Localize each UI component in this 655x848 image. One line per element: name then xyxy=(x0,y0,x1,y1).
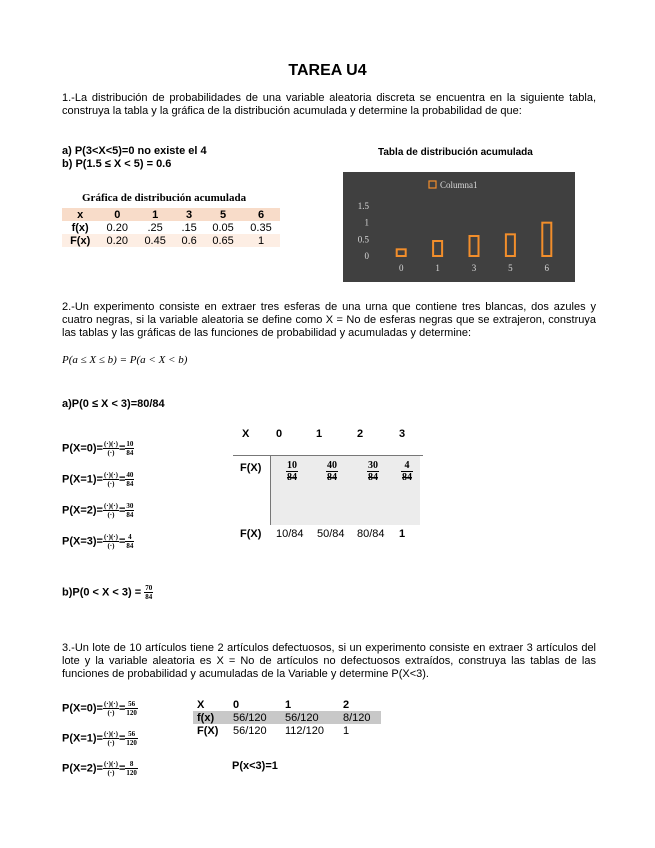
table-2-header-1: 1 xyxy=(316,428,323,440)
table-1-Fx-row xyxy=(62,234,280,247)
table-cell: .15 xyxy=(181,221,197,234)
y-tick-label: 1 xyxy=(364,217,369,228)
combination-fraction: $\frac{(​\cdot)(\cdot)}{(\cdot)}$ xyxy=(103,533,118,550)
probability-formula: P(X=0)= $\frac{(​\cdot)(\cdot)}{(\cdot)}$ = $\frac{10}{84}$ xyxy=(62,440,134,457)
table-cell: 0.20 xyxy=(98,234,136,247)
probability-numerator: 56 xyxy=(125,730,138,739)
probability-numerator: 10 xyxy=(126,440,134,448)
chart-title: Tabla de distribución acumulada xyxy=(378,147,533,158)
table-cell: 3 xyxy=(174,208,204,221)
answer-b-denominator: 84 xyxy=(145,593,153,601)
problem-2-text: 2.-Un experimento consiste en extraer tres esferas de una urna que contiene tres blancas, dos azules y cuatro negras, si la variable aleatoria se define como X = No de esferas negras que se extrajeron, construya las tablas y las gráficas de las funciones de probabilidad y acumuladas y determine: xyxy=(62,301,596,339)
probability-formula: P(X=2)= $\frac{(​\cdot)(\cdot)}{(\cdot)}$ = $\frac{30}{84}$ xyxy=(62,502,134,519)
table-cell: 0.35 xyxy=(250,221,272,234)
y-tick-label: 0 xyxy=(364,251,369,261)
combination-fraction: $\frac{(​\cdot)(\cdot)}{(\cdot)}$ xyxy=(103,440,118,457)
fraction-denominator: 84 xyxy=(287,472,297,483)
fraction-denominator: 84 xyxy=(402,472,412,483)
table-2-header-x: X xyxy=(242,428,250,440)
fraction-numerator: 4 xyxy=(401,460,413,472)
table-2-header-3: 3 xyxy=(399,428,406,440)
table-cell: 56/120 xyxy=(229,711,281,724)
table-3-header-row xyxy=(193,698,381,711)
fraction-numerator: 10 xyxy=(287,460,297,471)
table-2-F-2: 80/84 xyxy=(357,528,385,540)
table-cell: 1 xyxy=(136,208,174,221)
table-cell: 0 xyxy=(233,698,240,711)
probability-label: P(X=2)= xyxy=(62,762,103,775)
table-cell: 0.45 xyxy=(136,234,174,247)
table-cell: 0 xyxy=(98,208,136,221)
problem-2-formula: P(a ≤ X ≤ b) = P(a < X < b) xyxy=(62,354,188,366)
answer-b-label: b)P(0 < X < 3) = xyxy=(62,586,142,599)
x-tick-label: 5 xyxy=(508,263,513,273)
problem-1-answer-a: a) P(3<X<5)=0 no existe el 4 xyxy=(62,145,207,157)
table-cell: 2 xyxy=(343,698,350,711)
probability-denominator: 84 xyxy=(126,449,134,457)
fraction-denominator: 84 xyxy=(327,472,337,483)
table-3-fx-row xyxy=(193,711,381,724)
table-cell: 0.05 xyxy=(212,221,234,234)
table-cell: F(X) xyxy=(197,724,219,737)
table-cell: 6 xyxy=(242,208,280,221)
table-cell: F(x) xyxy=(62,234,98,247)
probability-denominator: 120 xyxy=(126,769,137,777)
combination-fraction: $\frac{(​\cdot)(\cdot)}{(\cdot)}$ xyxy=(103,760,118,777)
problem-2-answer-a: a)P(0 ≤ X < 3)=80/84 xyxy=(62,398,165,410)
table-cell: 0.6 xyxy=(174,234,204,247)
fraction-numerator: 40 xyxy=(327,460,337,471)
probability-formula: P(X=3)= $\frac{(​\cdot)(\cdot)}{(\cdot)}$ = $\frac{4}{84}$ xyxy=(62,533,134,550)
table-cell: X xyxy=(197,698,205,711)
table-cell: f(x) xyxy=(71,221,89,234)
probability-denominator: 84 xyxy=(126,542,134,550)
probability-formula: P(X=1)= $\frac{(​\cdot)(\cdot)}{(\cdot)}$ = $\frac{56}{120}$ xyxy=(62,730,137,747)
problem-2-answer-b xyxy=(62,584,153,601)
table-cell: 56/120 xyxy=(281,711,339,724)
combination-fraction: $\frac{(​\cdot)(\cdot)}{(\cdot)}$ xyxy=(103,471,118,488)
probability-label: P(X=2)= xyxy=(62,504,103,517)
table-1-header-row xyxy=(62,208,280,221)
table-cell: 8/120 xyxy=(339,711,381,724)
table-2-F-1: 50/84 xyxy=(317,528,345,540)
table-cell: x xyxy=(62,208,98,221)
probability-numerator: 56 xyxy=(125,700,138,709)
probability-denominator: 84 xyxy=(126,480,134,488)
y-tick-label: 1.5 xyxy=(357,201,369,211)
probability-label: P(X=0)= xyxy=(62,702,103,715)
table-cell: 0.65 xyxy=(204,234,242,247)
page-title: TAREA U4 xyxy=(288,62,367,79)
table-1 xyxy=(62,208,280,247)
combination-fraction: $\frac{(​\cdot)(\cdot)}{(\cdot)}$ xyxy=(103,502,118,519)
table-cell: 112/120 xyxy=(285,724,324,737)
probability-formula: P(X=1)= $\frac{(​\cdot)(\cdot)}{(\cdot)}$ = $\frac{40}{84}$ xyxy=(62,471,134,488)
cumulative-bar-chart xyxy=(343,172,575,282)
problem-1-text: 1.-La distribución de probabilidades de una variable aleatoria discreta se encuentra en la siguiente tabla, construya la tabla y la gráfica de la distribución acumulada y determine la probabilidad de que: xyxy=(62,92,596,117)
x-tick-label: 1 xyxy=(435,263,440,273)
probability-label: P(X=3)= xyxy=(62,535,103,548)
probability-denominator: 84 xyxy=(126,511,134,519)
table-1-title: Gráfica de distribución acumulada xyxy=(82,192,247,204)
table-cell: 1 xyxy=(242,234,280,247)
table-cell: .25 xyxy=(147,221,163,234)
table-2-F-label: F(X) xyxy=(240,528,262,540)
y-tick-label: 0.5 xyxy=(357,234,369,245)
probability-numerator: 30 xyxy=(126,502,134,510)
table-2-f-fraction xyxy=(286,460,298,483)
fraction-denominator: 84 xyxy=(368,472,378,483)
table-2-header-2: 2 xyxy=(357,428,364,440)
table-cell: 0.20 xyxy=(106,221,128,234)
problem-3-text: 3.-Un lote de 10 artículos tiene 2 artículos defectuosos, si un experimento consiste en extraer 3 artículos del lote y la variable aleatoria es X = No de artículos no defectuosos extraídos, construya las tablas de las funciones de probabilidad y acumuladas de la Variable y determine P(X<3). xyxy=(62,642,596,680)
table-cell: 1 xyxy=(285,698,292,711)
probability-label: P(X=1)= xyxy=(62,473,103,486)
x-tick-label: 6 xyxy=(544,263,550,273)
probability-numerator: 40 xyxy=(126,471,134,479)
probability-numerator: 8 xyxy=(125,760,138,769)
table-3 xyxy=(193,698,381,737)
probability-numerator: 4 xyxy=(125,533,134,542)
table-2-F-3: 1 xyxy=(399,528,406,540)
problem-3-answer: P(x<3)=1 xyxy=(232,760,278,772)
table-2-f-fraction xyxy=(367,460,379,483)
problem-1-answer-b: b) P(1.5 ≤ X < 5) = 0.6 xyxy=(62,158,172,170)
table-2-divider-vertical xyxy=(270,455,271,525)
probability-formula: P(X=2)= $\frac{(​\cdot)(\cdot)}{(\cdot)}$ = $\frac{8}{120}$ xyxy=(62,760,137,777)
table-2-header-0: 0 xyxy=(276,428,283,440)
legend-label: Columna1 xyxy=(440,180,478,190)
probability-formula: P(X=0)= $\frac{(​\cdot)(\cdot)}{(\cdot)}$ = $\frac{56}{120}$ xyxy=(62,700,137,717)
table-3-Fx-row xyxy=(193,724,381,737)
table-cell: 5 xyxy=(204,208,242,221)
table-2-F-0: 10/84 xyxy=(276,528,304,540)
table-cell: 56/120 xyxy=(233,724,267,737)
table-2-f-fraction xyxy=(326,460,338,483)
answer-b-numerator: 70 xyxy=(145,584,153,592)
table-cell: 1 xyxy=(343,724,350,737)
table-1-fx-row xyxy=(62,221,280,234)
table-2-divider xyxy=(233,455,423,456)
probability-label: P(X=1)= xyxy=(62,732,103,745)
probability-label: P(X=0)= xyxy=(62,442,103,455)
combination-fraction: $\frac{(​\cdot)(\cdot)}{(\cdot)}$ xyxy=(103,730,118,747)
fraction-numerator: 30 xyxy=(368,460,378,471)
combination-fraction: $\frac{(​\cdot)(\cdot)}{(\cdot)}$ xyxy=(103,700,118,717)
probability-denominator: 120 xyxy=(126,709,137,717)
x-tick-label: 0 xyxy=(398,263,404,273)
table-2-f-fraction xyxy=(401,460,413,483)
probability-denominator: 120 xyxy=(126,739,137,747)
x-tick-label: 3 xyxy=(471,263,477,273)
table-2-f-label: F(X) xyxy=(240,462,262,474)
table-cell: f(x) xyxy=(193,711,229,724)
